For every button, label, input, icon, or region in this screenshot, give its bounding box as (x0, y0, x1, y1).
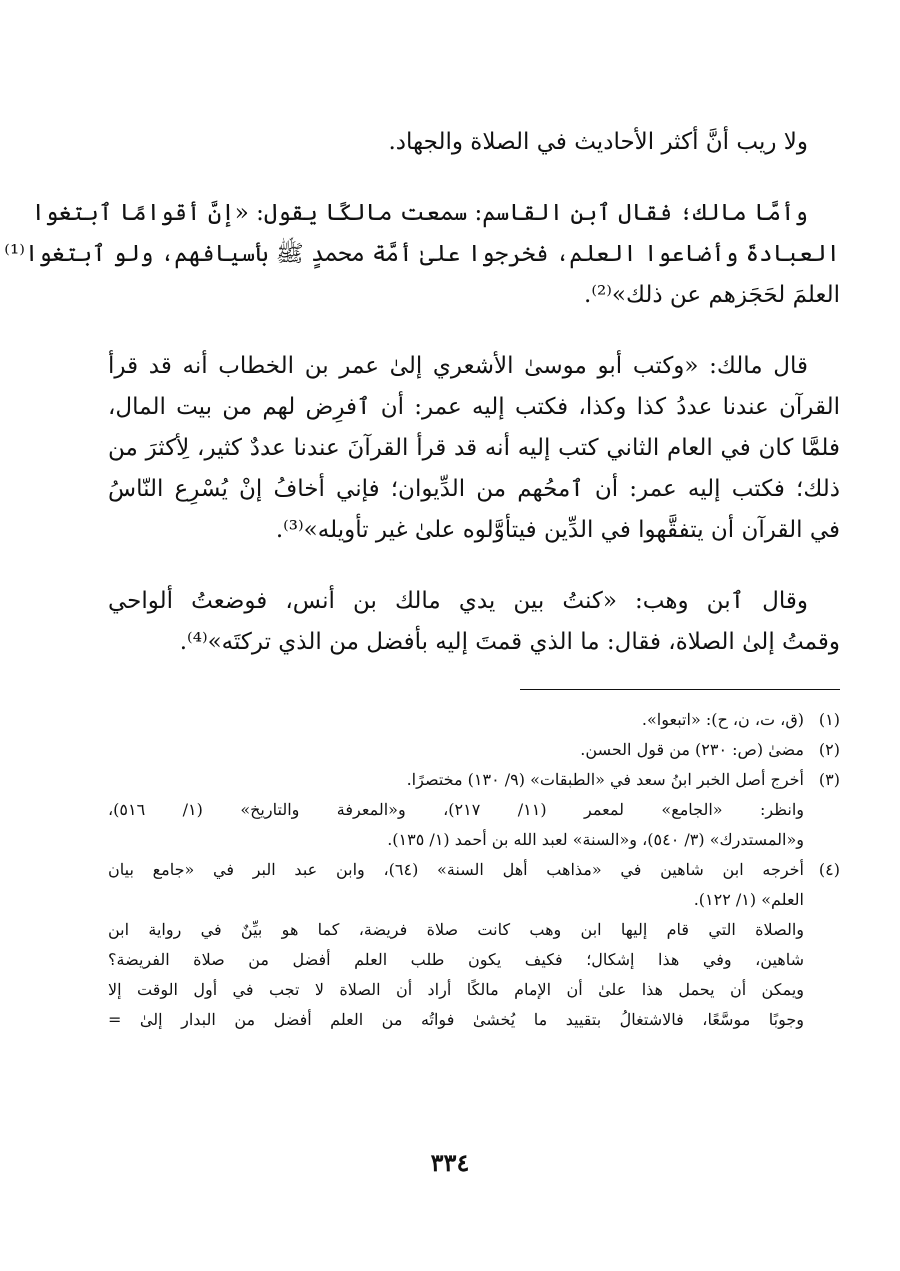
footnote-line: العلم» (١/ ١٢٢). (693, 890, 804, 909)
footnote-line: و«المستدرك» (٣/ ٥٤٠)، و«السنة» لعبد الله بن أحمد (١/ ١٣٥). (387, 830, 804, 849)
paragraph-2 (4, 193, 840, 316)
text-line: العبادةَ وأضاعوا العلم، فخرجوا علىٰ أمَّة محمدٍ ﷺ بأسيافهم، ولو ٱبتغوا⁽¹⁾ (4, 241, 840, 267)
footnote-number: (٤) (818, 860, 840, 879)
footnote-line: وجوبًا موسَّعًا، فالاشتغالُ بتقييد ما يُخشىٰ فواتُه من العلم أفضل من البدار إلىٰ = (108, 1010, 804, 1029)
paragraph-3 (108, 346, 840, 551)
footnote-1 (108, 705, 840, 735)
text-line: فلمَّا كان في العام الثاني كتب إليه أنه قد قرأ القرآنَ عندنا عددٌ كثير، لِأكثرَ من (108, 435, 840, 461)
text-line: وقمتُ إلىٰ الصلاة، فقال: ما الذي قمتَ إليه بأفضل من الذي تركتَه»⁽⁴⁾. (179, 629, 840, 655)
footnote-line: (ق، ت، ن، ح): «اتبعوا». (641, 710, 804, 729)
footnote-line: أخرجه ابن شاهين في «مذاهب أهل السنة» (٦٤)، وابن عبد البر في «جامع بيان (108, 860, 805, 879)
footnote-separator (520, 689, 840, 690)
footnote-number: (٢) (818, 740, 840, 759)
footnote-line: والصلاة التي قام إليها ابن وهب كانت صلاة فريضة، كما هو بيِّنٌ في رواية ابن (108, 920, 804, 939)
footnote-4 (108, 855, 840, 1035)
footnote-2 (108, 735, 840, 765)
text-line: القرآن عندنا عددُ كذا وكذا، فكتب إليه عمر: أن ٱفرِض لهم من بيت المال، (108, 394, 840, 420)
footnote-number: (١) (818, 710, 840, 729)
footnote-line: أخرج أصل الخبر ابنُ سعد في «الطبقات» (٩/ ١٣٠) مختصرًا. (406, 770, 804, 789)
text-line: العلمَ لحَجَزهم عن ذلك»⁽²⁾. (584, 282, 840, 308)
text-line: في القرآن أن يتفقَّهوا في الدِّين فيتأوَّلوه علىٰ غير تأويله»⁽³⁾. (275, 517, 840, 543)
footnote-line: شاهين، وفي هذا إشكال؛ فكيف يكون طلب العلم أفضل من صلاة الفريضة؟ (108, 950, 804, 969)
paragraph-4 (108, 581, 840, 663)
footnote-line: وانظر: «الجامع» لمعمر (١١/ ٢١٧)، و«المعرفة والتاريخ» (١/ ٥١٦)، (108, 800, 805, 819)
footnote-number: (٣) (818, 770, 840, 789)
text-line: ولا ريب أنَّ أكثر الأحاديث في الصلاة والجهاد. (388, 129, 808, 155)
paragraph-1 (108, 122, 840, 163)
footnote-3 (108, 765, 840, 855)
footnote-line: ويمكن أن يحمل هذا علىٰ أن الإمام مالكًا أراد أن الصلاة لا تجب في أول الوقت إلا (108, 980, 804, 999)
footnote-line: مضىٰ (ص: ٢٣٠) من قول الحسن. (580, 740, 804, 759)
main-text (4, 122, 840, 693)
text-line: وقال ٱبن وهب: «كنتُ بين يدي مالك بن أنس، فوضعتُ ألواحي (108, 588, 808, 614)
page-number: ٣٣٤ (430, 1148, 470, 1177)
text-line: قال مالك: «وكتب أبو موسىٰ الأشعري إلىٰ عمر بن الخطاب أنه قد قرأ (108, 353, 808, 379)
text-line: وأمَّا مالك؛ فقال ٱبن القاسم: سمعت مالكًا يقول: «إنَّ أقوامًا ٱبتغوا (31, 200, 808, 226)
text-line: ذلك؛ فكتب إليه عمر: أن ٱمحُهم من الدِّيوان؛ فإني أخافُ إنْ يُسْرِع النّاسُ (108, 476, 840, 502)
footnotes (108, 705, 840, 1035)
